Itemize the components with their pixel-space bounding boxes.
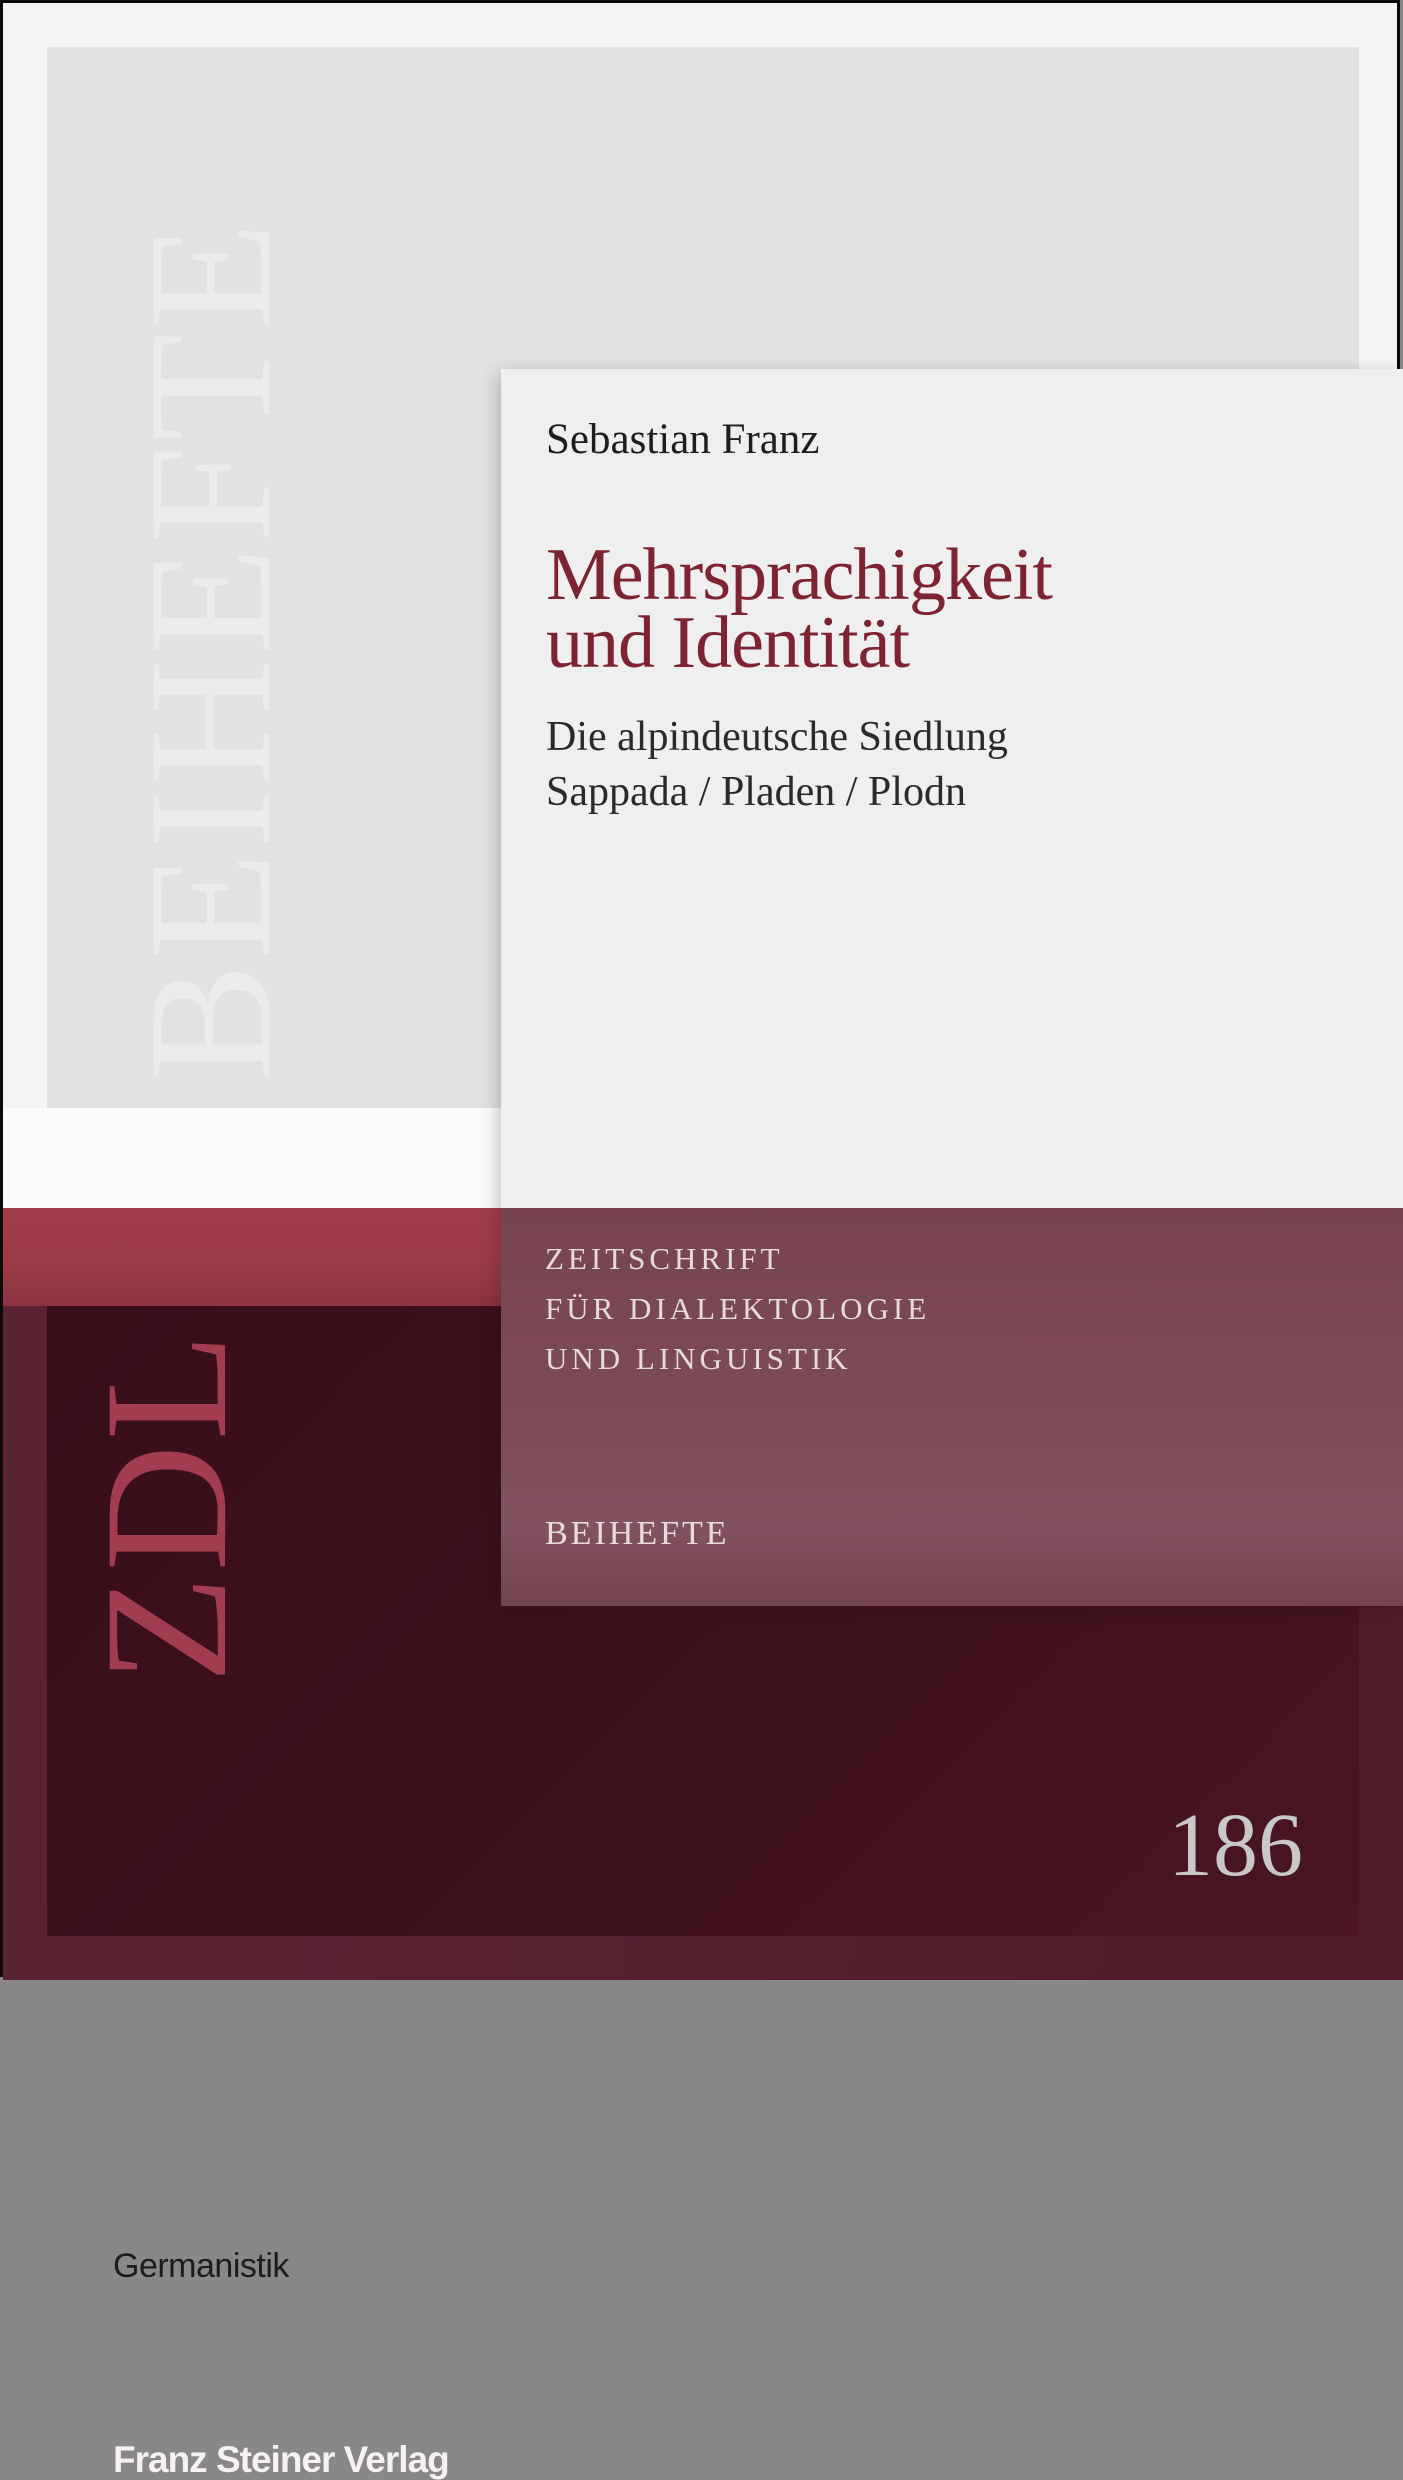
book-title-line2: und Identität <box>546 602 910 684</box>
volume-number: 186 <box>1168 1796 1303 1895</box>
series-title-line2: FÜR DIALEKTOLOGIE <box>545 1291 931 1326</box>
discipline-label: Germanistik <box>113 2247 289 2285</box>
vertical-zdl-monogram: ZDL <box>69 1328 264 1683</box>
book-title-line1: Mehrsprachigkeit <box>546 534 1052 616</box>
series-subseries-label: BEIHEFTE <box>545 1515 730 1552</box>
publisher-name: Franz Steiner Verlag <box>113 2439 449 2480</box>
vertical-beihefte-watermark: BEIHEFTE <box>113 217 308 1081</box>
series-title <box>545 1234 930 1384</box>
book-title <box>546 534 1052 684</box>
overlay-panel-light-section <box>501 369 1403 1208</box>
book-subtitle-line2: Sappada / Pladen / Plodn <box>546 769 966 815</box>
series-title-line3: UND LINGUISTIK <box>545 1341 852 1376</box>
overlay-panel-mauve-section <box>501 1208 1403 1606</box>
author-name: Sebastian Franz <box>546 416 820 463</box>
book-subtitle-line1: Die alpindeutsche Siedlung <box>546 714 1008 760</box>
overlay-panel <box>501 369 1403 1606</box>
book-subtitle <box>546 710 1008 820</box>
series-title-line1: ZEITSCHRIFT <box>545 1241 784 1276</box>
